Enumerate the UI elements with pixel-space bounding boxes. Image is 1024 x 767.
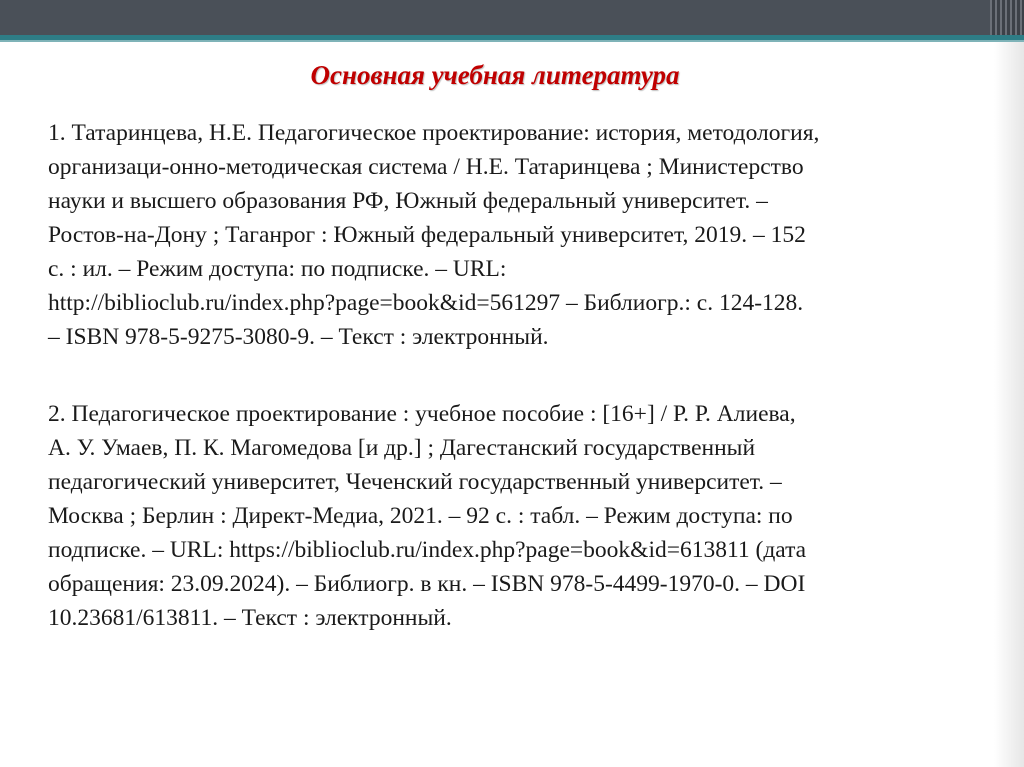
reference-1-line: – ISBN 978-5-9275-3080-9. – Текст : электронный. [48,324,549,350]
reference-2-line: 10.23681/613811. – Текст : электронный. [48,605,452,631]
reference-2-line: Москва ; Берлин : Директ-Медиа, 2021. – 92 с. : табл. – Режим доступа: по [48,503,793,529]
reference-2-line: А. У. Умаев, П. К. Магомедова [и др.] ; Дагестанский государственный [48,435,756,461]
page-title: Основная учебная литература [310,60,680,90]
reference-1-line: Ростов-на-Дону ; Таганрог : Южный федеральный университет, 2019. – 152 [48,222,806,248]
reference-2-line: педагогический университет, Чеченский государственный университет. – [48,469,782,495]
reference-1 [48,116,988,354]
top-bar-stripes [990,0,1024,35]
reference-1-line: с. : ил. – Режим доступа: по подписке. – URL: [48,256,507,282]
top-bar [0,0,1024,35]
right-edge-shadow [994,42,1024,767]
reference-2 [48,397,988,635]
reference-1-line: 1. Татаринцева, Н.Е. Педагогическое проектирование: история, методология, [48,120,820,146]
reference-2-line: обращения: 23.09.2024). – Библиогр. в кн. – ISBN 978-5-4499-1970-0. – DOI [48,571,806,597]
reference-2-line: 2. Педагогическое проектирование : учебное пособие : [16+] / Р. Р. Алиева, [48,401,796,427]
reference-2-line: подписке. – URL: https://biblioclub.ru/index.php?page=book&id=613811 (дата [48,537,807,563]
reference-1-line: организаци-онно-методическая система / Н.Е. Татаринцева ; Министерство [48,154,804,180]
reference-1-line: науки и высшего образования РФ, Южный федеральный университет. – [48,188,768,214]
reference-1-line: http://biblioclub.ru/index.php?page=book&id=561297 – Библиогр.: с. 124-128. [48,290,804,316]
accent-line-light [0,40,1024,42]
